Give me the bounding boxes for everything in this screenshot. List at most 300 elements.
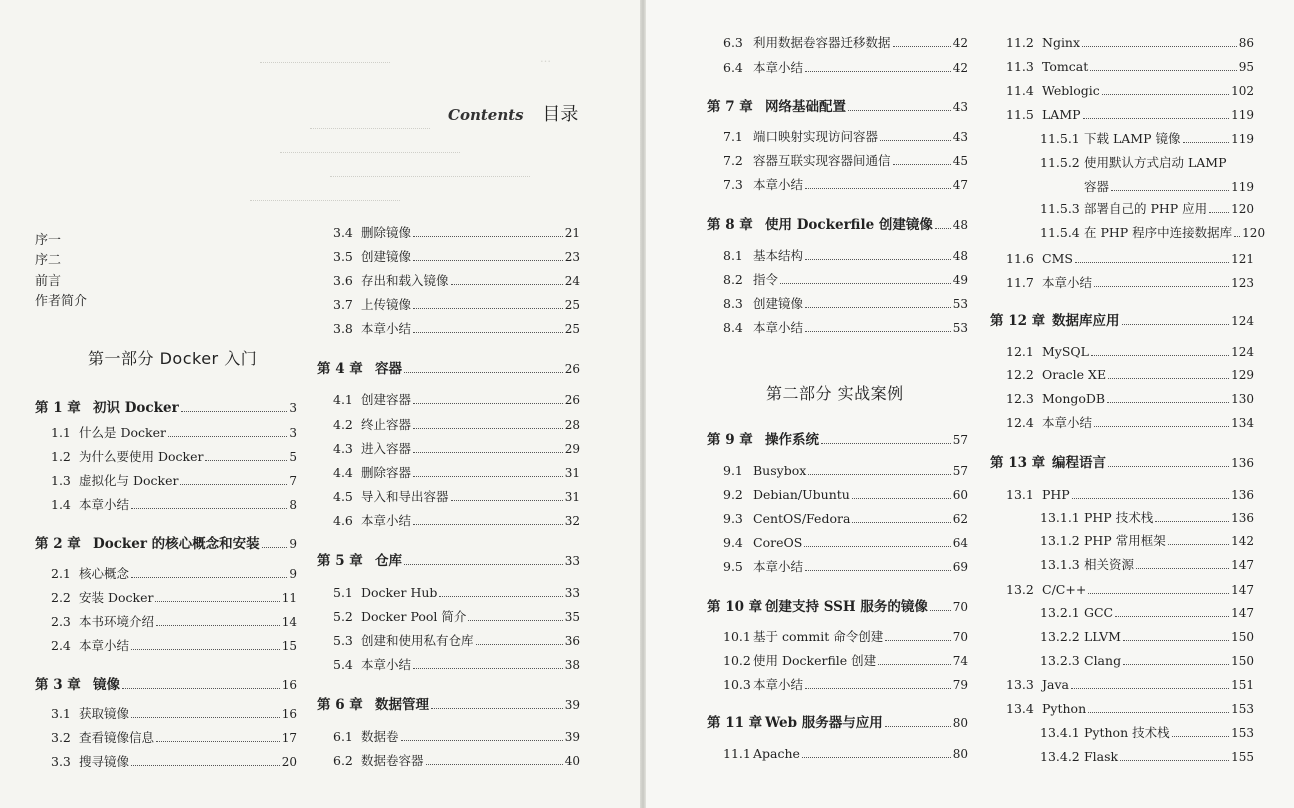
toc-entry-page: 42 xyxy=(952,36,968,50)
bleed-through-text: … xyxy=(540,52,551,65)
toc-leader-dots xyxy=(1072,498,1229,499)
toc-entry-title: PHP 常用框架 xyxy=(1084,533,1166,548)
toc-entry[interactable] xyxy=(723,746,968,762)
toc-entry-number: 11.6 xyxy=(1006,251,1034,266)
toc-entry-title: 部署自己的 PHP 应用 xyxy=(1084,201,1208,216)
toc-entry[interactable] xyxy=(723,60,968,76)
part-one-title: 第一部分 Docker 入门 xyxy=(88,349,258,368)
toc-entry-number: 第 8 章 xyxy=(707,217,753,233)
toc-entry[interactable] xyxy=(51,754,297,770)
toc-leader-dots xyxy=(805,307,951,308)
toc-entry-number: 第 13 章 xyxy=(990,455,1046,471)
toc-entry-title: Tomcat xyxy=(1042,59,1089,74)
toc-entry[interactable] xyxy=(1006,487,1254,503)
toc-entry[interactable] xyxy=(723,559,968,575)
toc-entry-title: C/C++ xyxy=(1042,582,1087,597)
toc-leader-dots xyxy=(1091,355,1229,356)
toc-entry-title: Debian/Ubuntu xyxy=(753,487,850,502)
toc-leader-dots xyxy=(404,564,563,565)
toc-chapter-entry[interactable] xyxy=(707,715,968,731)
toc-leader-dots xyxy=(1088,712,1229,713)
toc-entry-title: 本章小结 xyxy=(361,321,412,336)
toc-chapter-entry[interactable] xyxy=(707,217,968,233)
toc-entry[interactable] xyxy=(1040,201,1254,217)
toc-entry[interactable] xyxy=(51,425,297,441)
toc-entry-title: 本章小结 xyxy=(1042,275,1093,290)
toc-entry[interactable] xyxy=(333,321,580,337)
toc-leader-dots xyxy=(1090,70,1236,71)
toc-entry[interactable] xyxy=(333,441,580,457)
toc-entry[interactable] xyxy=(51,497,297,513)
toc-entry-title: 本章小结 xyxy=(753,177,804,192)
toc-entry[interactable] xyxy=(1006,59,1254,75)
toc-entry-number: 8.1 xyxy=(723,248,743,263)
toc-leader-dots xyxy=(1168,544,1229,545)
toc-entry[interactable] xyxy=(51,473,297,489)
toc-leader-dots xyxy=(156,625,280,626)
toc-leader-dots xyxy=(893,46,951,47)
toc-entry-title: 核心概念 xyxy=(79,566,130,581)
toc-entry[interactable] xyxy=(723,129,968,145)
toc-entry-title: 本章小结 xyxy=(361,657,412,672)
toc-leader-dots xyxy=(439,596,562,597)
toc-leader-dots xyxy=(1115,616,1229,617)
toc-leader-dots xyxy=(181,411,288,412)
toc-leader-dots xyxy=(848,110,951,111)
toc-entry[interactable] xyxy=(1006,367,1254,383)
toc-entry-title: 本章小结 xyxy=(361,513,412,528)
toc-entry[interactable] xyxy=(1006,701,1254,717)
toc-leader-dots xyxy=(1108,466,1229,467)
toc-entry-title: 数据库应用 xyxy=(1052,313,1120,329)
toc-entry-number: 13.4.2 xyxy=(1040,749,1080,764)
toc-entry-title: Python 技术栈 xyxy=(1084,725,1170,740)
toc-leader-dots xyxy=(1172,736,1229,737)
toc-entry-number: 1.2 xyxy=(51,449,71,464)
toc-leader-dots xyxy=(808,474,950,475)
toc-entry-number: 10.2 xyxy=(723,653,751,668)
toc-entry[interactable] xyxy=(1006,107,1254,123)
toc-entry-title: 本章小结 xyxy=(79,638,130,653)
toc-leader-dots xyxy=(780,283,951,284)
toc-entry[interactable] xyxy=(333,585,580,601)
toc-entry[interactable] xyxy=(333,489,580,505)
toc-entry-number: 11.5.4 xyxy=(1040,225,1080,240)
toc-entry-number: 7.2 xyxy=(723,153,743,168)
toc-chapter-entry[interactable] xyxy=(990,455,1254,471)
toc-leader-dots xyxy=(413,308,563,309)
toc-entry[interactable] xyxy=(1084,179,1254,195)
toc-leader-dots xyxy=(805,570,951,571)
toc-entry-title: 镜像 xyxy=(93,677,120,693)
toc-leader-dots xyxy=(404,372,563,373)
toc-leader-dots xyxy=(156,741,280,742)
toc-entry[interactable] xyxy=(723,296,968,312)
toc-leader-dots xyxy=(262,547,288,548)
toc-entry[interactable] xyxy=(1040,725,1254,741)
toc-entry-page: 124 xyxy=(1231,314,1254,328)
toc-entry-number: 13.1.2 xyxy=(1040,533,1080,548)
toc-entry-number: 3.7 xyxy=(333,297,353,312)
toc-leader-dots xyxy=(451,500,563,501)
toc-entry-number: 9.4 xyxy=(723,535,743,550)
toc-leader-dots xyxy=(155,601,279,602)
toc-leader-dots xyxy=(1155,521,1229,522)
toc-leader-dots xyxy=(1122,324,1230,325)
toc-entry[interactable] xyxy=(1040,605,1254,621)
toc-entry-number: 13.1.1 xyxy=(1040,510,1080,525)
toc-leader-dots xyxy=(122,688,280,689)
toc-leader-dots xyxy=(885,726,951,727)
toc-leader-dots xyxy=(1083,118,1230,119)
toc-entry-page: 53 xyxy=(952,321,968,335)
toc-entry-page: 29 xyxy=(564,442,580,456)
toc-entry[interactable] xyxy=(723,629,968,645)
toc-entry[interactable] xyxy=(333,609,580,625)
toc-entry[interactable] xyxy=(1006,582,1254,598)
toc-entry-title: CentOS/Fedora xyxy=(753,511,851,526)
toc-entry-page: 151 xyxy=(1231,678,1254,692)
toc-entry-page: 5 xyxy=(289,450,297,464)
toc-entry-page: 9 xyxy=(289,567,297,581)
toc-entry-title: 使用默认方式启动 LAMP xyxy=(1084,155,1227,170)
toc-entry-title: Web 服务器与应用 xyxy=(765,715,883,731)
toc-entry[interactable] xyxy=(333,392,580,408)
toc-entry[interactable] xyxy=(723,487,968,503)
toc-entry-number: 8.2 xyxy=(723,272,743,287)
toc-leader-dots xyxy=(131,577,287,578)
bleed-through-line xyxy=(250,200,400,201)
toc-entry-number: 第 6 章 xyxy=(317,697,363,713)
toc-leader-dots xyxy=(852,522,950,523)
toc-entry[interactable] xyxy=(333,633,580,649)
toc-entry-title: 上传镜像 xyxy=(361,297,412,312)
toc-entry-number: 4.1 xyxy=(333,392,353,407)
toc-entry[interactable] xyxy=(723,248,968,264)
toc-leader-dots xyxy=(476,644,563,645)
toc-entry-title: 使用 Dockerfile 创建 xyxy=(753,653,877,668)
toc-entry-number: 12.3 xyxy=(1006,391,1034,406)
toc-entry-page: 129 xyxy=(1231,368,1254,382)
contents-script-title: Contents xyxy=(448,106,524,124)
toc-entry-page: 155 xyxy=(1231,750,1254,764)
toc-entry-title: 基于 commit 命令创建 xyxy=(753,629,884,644)
toc-entry-number: 9.3 xyxy=(723,511,743,526)
toc-entry-title: 数据卷 xyxy=(361,729,399,744)
toc-leader-dots xyxy=(1234,236,1240,237)
toc-entry-title: 本章小结 xyxy=(79,497,130,512)
toc-chapter-entry[interactable] xyxy=(35,400,297,416)
toc-entry-title: Nginx xyxy=(1042,35,1081,50)
toc-entry[interactable] xyxy=(1006,391,1254,407)
front-matter-item[interactable]: 序二 xyxy=(35,253,62,268)
toc-chapter-entry[interactable] xyxy=(317,553,580,569)
toc-entry-number: 12.2 xyxy=(1006,367,1034,382)
toc-entry-number: 9.5 xyxy=(723,559,743,574)
toc-entry[interactable] xyxy=(1040,533,1254,549)
toc-entry-number: 第 12 章 xyxy=(990,313,1046,329)
toc-chapter-entry[interactable] xyxy=(317,361,580,377)
toc-entry-title: 搜寻镜像 xyxy=(79,754,130,769)
toc-entry[interactable] xyxy=(333,465,580,481)
toc-leader-dots xyxy=(802,757,951,758)
front-matter-item[interactable]: 作者简介 xyxy=(35,294,88,309)
toc-entry-page: 15 xyxy=(281,639,297,653)
toc-entry[interactable] xyxy=(723,463,968,479)
toc-entry[interactable] xyxy=(333,729,580,745)
toc-entry-title: 删除镜像 xyxy=(361,225,412,240)
toc-entry-page: 48 xyxy=(952,249,968,263)
front-matter-item[interactable]: 前言 xyxy=(35,274,62,289)
toc-entry-page: 47 xyxy=(952,178,968,192)
toc-leader-dots xyxy=(168,436,287,437)
toc-entry-title: LLVM xyxy=(1084,629,1121,644)
toc-entry-title: 获取镜像 xyxy=(79,706,130,721)
toc-entry-title: 创建和使用私有仓库 xyxy=(361,633,474,648)
toc-leader-dots xyxy=(413,236,563,237)
toc-entry-title: 端口映射实现访问容器 xyxy=(753,129,879,144)
toc-entry[interactable] xyxy=(1006,275,1254,291)
toc-entry[interactable] xyxy=(51,706,297,722)
toc-entry-title: 使用 Dockerfile 创建镜像 xyxy=(765,217,933,233)
toc-entry-number: 3.6 xyxy=(333,273,353,288)
toc-entry[interactable] xyxy=(723,535,968,551)
toc-entry[interactable] xyxy=(333,249,580,265)
toc-entry-title: PHP xyxy=(1042,487,1070,502)
toc-entry-number: 11.4 xyxy=(1006,83,1034,98)
toc-entry-page: 24 xyxy=(564,274,580,288)
toc-entry-page: 136 xyxy=(1231,511,1254,525)
toc-entry-page: 136 xyxy=(1231,456,1254,470)
toc-leader-dots xyxy=(805,71,951,72)
toc-entry-number: 10.3 xyxy=(723,677,751,692)
toc-entry-title: 相关资源 xyxy=(1084,557,1135,572)
toc-entry-page: 38 xyxy=(564,658,580,672)
toc-entry-title: Clang xyxy=(1084,653,1122,668)
toc-entry-page: 60 xyxy=(952,488,968,502)
toc-entry-page: 136 xyxy=(1231,488,1254,502)
toc-entry[interactable] xyxy=(723,677,968,693)
toc-leader-dots xyxy=(401,740,563,741)
toc-entry[interactable] xyxy=(723,35,968,51)
toc-leader-dots xyxy=(131,649,280,650)
toc-entry-page: 124 xyxy=(1231,345,1254,359)
toc-entry-page: 80 xyxy=(952,716,968,730)
toc-leader-dots xyxy=(805,259,951,260)
toc-entry-page: 36 xyxy=(564,634,580,648)
toc-entry-title: 创建容器 xyxy=(361,392,412,407)
toc-leader-dots xyxy=(893,164,951,165)
toc-leader-dots xyxy=(1094,286,1229,287)
toc-entry-title: LAMP xyxy=(1042,107,1081,122)
toc-entry-title: 什么是 Docker xyxy=(79,425,166,440)
toc-leader-dots xyxy=(804,546,950,547)
toc-entry-page: 16 xyxy=(281,678,297,692)
toc-entry-page: 40 xyxy=(564,754,580,768)
toc-entry-page: 69 xyxy=(952,560,968,574)
toc-entry[interactable] xyxy=(1006,677,1254,693)
toc-entry-page: 28 xyxy=(564,418,580,432)
toc-entry-title: 查看镜像信息 xyxy=(79,730,155,745)
toc-entry-page: 39 xyxy=(564,698,580,712)
toc-entry[interactable] xyxy=(333,225,580,241)
toc-entry[interactable] xyxy=(333,297,580,313)
toc-chapter-entry[interactable] xyxy=(707,599,968,615)
toc-entry-title: Docker 的核心概念和安装 xyxy=(93,536,260,552)
toc-entry-page: 150 xyxy=(1231,654,1254,668)
toc-entry[interactable] xyxy=(333,513,580,529)
toc-entry-page: 147 xyxy=(1231,606,1254,620)
toc-entry-number: 12.4 xyxy=(1006,415,1034,430)
toc-entry-page: 134 xyxy=(1231,416,1254,430)
toc-entry-page: 150 xyxy=(1231,630,1254,644)
toc-entry-title: Flask xyxy=(1084,749,1119,764)
toc-entry[interactable] xyxy=(1040,653,1254,669)
toc-entry[interactable] xyxy=(1006,415,1254,431)
toc-entry[interactable] xyxy=(1040,629,1254,645)
toc-leader-dots xyxy=(880,140,951,141)
toc-entry-number: 13.2.3 xyxy=(1040,653,1080,668)
toc-entry-page: 42 xyxy=(952,61,968,75)
toc-entry-page: 70 xyxy=(952,630,968,644)
toc-chapter-entry[interactable] xyxy=(35,536,297,552)
toc-entry[interactable] xyxy=(1006,83,1254,99)
toc-entry[interactable] xyxy=(1040,557,1254,573)
toc-entry-number: 11.5.1 xyxy=(1040,131,1080,146)
toc-entry-number: 3.4 xyxy=(333,225,353,240)
toc-entry-title: Weblogic xyxy=(1042,83,1100,98)
toc-chapter-entry[interactable] xyxy=(707,432,968,448)
toc-entry[interactable] xyxy=(333,417,580,433)
part-two-title: 第二部分 实战案例 xyxy=(766,384,904,403)
toc-entry[interactable] xyxy=(51,449,297,465)
toc-leader-dots xyxy=(805,688,951,689)
toc-entry[interactable] xyxy=(723,511,968,527)
toc-entry[interactable] xyxy=(333,657,580,673)
toc-entry-number: 13.4 xyxy=(1006,701,1034,716)
toc-entry-page: 147 xyxy=(1231,558,1254,572)
toc-entry[interactable] xyxy=(1040,155,1254,171)
toc-leader-dots xyxy=(180,484,287,485)
toc-entry[interactable] xyxy=(723,272,968,288)
front-matter-item[interactable]: 序一 xyxy=(35,233,62,248)
toc-entry[interactable] xyxy=(333,753,580,769)
toc-leader-dots xyxy=(935,228,951,229)
toc-entry-title: Python xyxy=(1042,701,1087,716)
toc-entry-number: 第 1 章 xyxy=(35,400,81,416)
toc-entry[interactable] xyxy=(1006,251,1254,267)
toc-entry-number: 第 9 章 xyxy=(707,432,753,448)
toc-entry[interactable] xyxy=(1040,225,1266,241)
toc-entry[interactable] xyxy=(723,153,968,169)
toc-entry-title: 仓库 xyxy=(375,553,402,569)
toc-entry-number: 3.2 xyxy=(51,730,71,745)
toc-entry[interactable] xyxy=(1040,510,1254,526)
toc-chapter-entry[interactable] xyxy=(990,313,1254,329)
toc-entry-page: 7 xyxy=(289,474,297,488)
toc-entry-page: 130 xyxy=(1231,392,1254,406)
toc-leader-dots xyxy=(426,764,563,765)
toc-entry-title: CoreOS xyxy=(753,535,803,550)
toc-entry[interactable] xyxy=(1040,131,1254,147)
toc-entry-number: 7.1 xyxy=(723,129,743,144)
toc-entry[interactable] xyxy=(1006,344,1254,360)
toc-entry-page: 120 xyxy=(1231,202,1254,216)
toc-leader-dots xyxy=(821,443,951,444)
toc-entry-number: 6.2 xyxy=(333,753,353,768)
toc-entry[interactable] xyxy=(51,614,297,630)
toc-entry-title: Busybox xyxy=(753,463,807,478)
toc-chapter-entry[interactable] xyxy=(707,99,968,115)
toc-entry-title: 网络基础配置 xyxy=(765,99,846,115)
toc-entry-page: 31 xyxy=(564,466,580,480)
toc-entry-number: 第 5 章 xyxy=(317,553,363,569)
toc-entry[interactable] xyxy=(1040,749,1254,765)
toc-entry-page: 39 xyxy=(564,730,580,744)
toc-entry-number: 11.5.3 xyxy=(1040,201,1080,216)
toc-entry-page: 74 xyxy=(952,654,968,668)
toc-entry-page: 123 xyxy=(1231,276,1254,290)
toc-entry-title: Docker Hub xyxy=(361,585,438,600)
toc-entry-title: 本书环境介绍 xyxy=(79,614,155,629)
toc-entry-title: 创建镜像 xyxy=(753,296,804,311)
toc-chapter-entry[interactable] xyxy=(35,677,297,693)
toc-entry[interactable] xyxy=(1006,35,1254,51)
toc-chapter-entry[interactable] xyxy=(317,697,580,713)
toc-entry-title: CMS xyxy=(1042,251,1073,266)
toc-leader-dots xyxy=(131,508,287,509)
toc-leader-dots xyxy=(885,640,951,641)
toc-entry-page: 43 xyxy=(952,100,968,114)
toc-entry[interactable] xyxy=(333,273,580,289)
toc-entry-title: 终止容器 xyxy=(361,417,412,432)
toc-entry[interactable] xyxy=(723,653,968,669)
toc-entry-number: 13.4.1 xyxy=(1040,725,1080,740)
toc-leader-dots xyxy=(1123,664,1229,665)
toc-leader-dots xyxy=(205,460,287,461)
toc-entry-title: 初识 Docker xyxy=(93,400,179,416)
toc-leader-dots xyxy=(413,428,563,429)
toc-entry[interactable] xyxy=(723,320,968,336)
toc-entry-page: 119 xyxy=(1231,180,1254,194)
toc-entry-number: 8.3 xyxy=(723,296,743,311)
toc-entry-number: 3.1 xyxy=(51,706,71,721)
toc-entry[interactable] xyxy=(51,730,297,746)
toc-entry[interactable] xyxy=(51,566,297,582)
toc-entry-number: 9.1 xyxy=(723,463,743,478)
toc-entry-page: 43 xyxy=(952,130,968,144)
toc-entry-title: 本章小结 xyxy=(753,559,804,574)
toc-entry[interactable] xyxy=(51,638,297,654)
toc-entry-title: Docker Pool 简介 xyxy=(361,609,467,624)
toc-leader-dots xyxy=(413,524,563,525)
contents-chinese-title: 目录 xyxy=(542,104,579,125)
toc-entry[interactable] xyxy=(723,177,968,193)
toc-entry-number: 4.6 xyxy=(333,513,353,528)
toc-leader-dots xyxy=(1108,378,1229,379)
toc-entry-number: 5.1 xyxy=(333,585,353,600)
toc-entry-title: 数据卷容器 xyxy=(361,753,424,768)
toc-entry-title: MongoDB xyxy=(1042,391,1106,406)
toc-entry-page: 64 xyxy=(952,536,968,550)
toc-entry-page: 8 xyxy=(289,498,297,512)
toc-entry-number: 10.1 xyxy=(723,629,751,644)
toc-entry-page: 120 xyxy=(1242,226,1266,240)
toc-entry[interactable] xyxy=(51,590,297,606)
toc-entry-page: 32 xyxy=(564,514,580,528)
toc-leader-dots xyxy=(1071,688,1229,689)
toc-entry-number: 4.3 xyxy=(333,441,353,456)
